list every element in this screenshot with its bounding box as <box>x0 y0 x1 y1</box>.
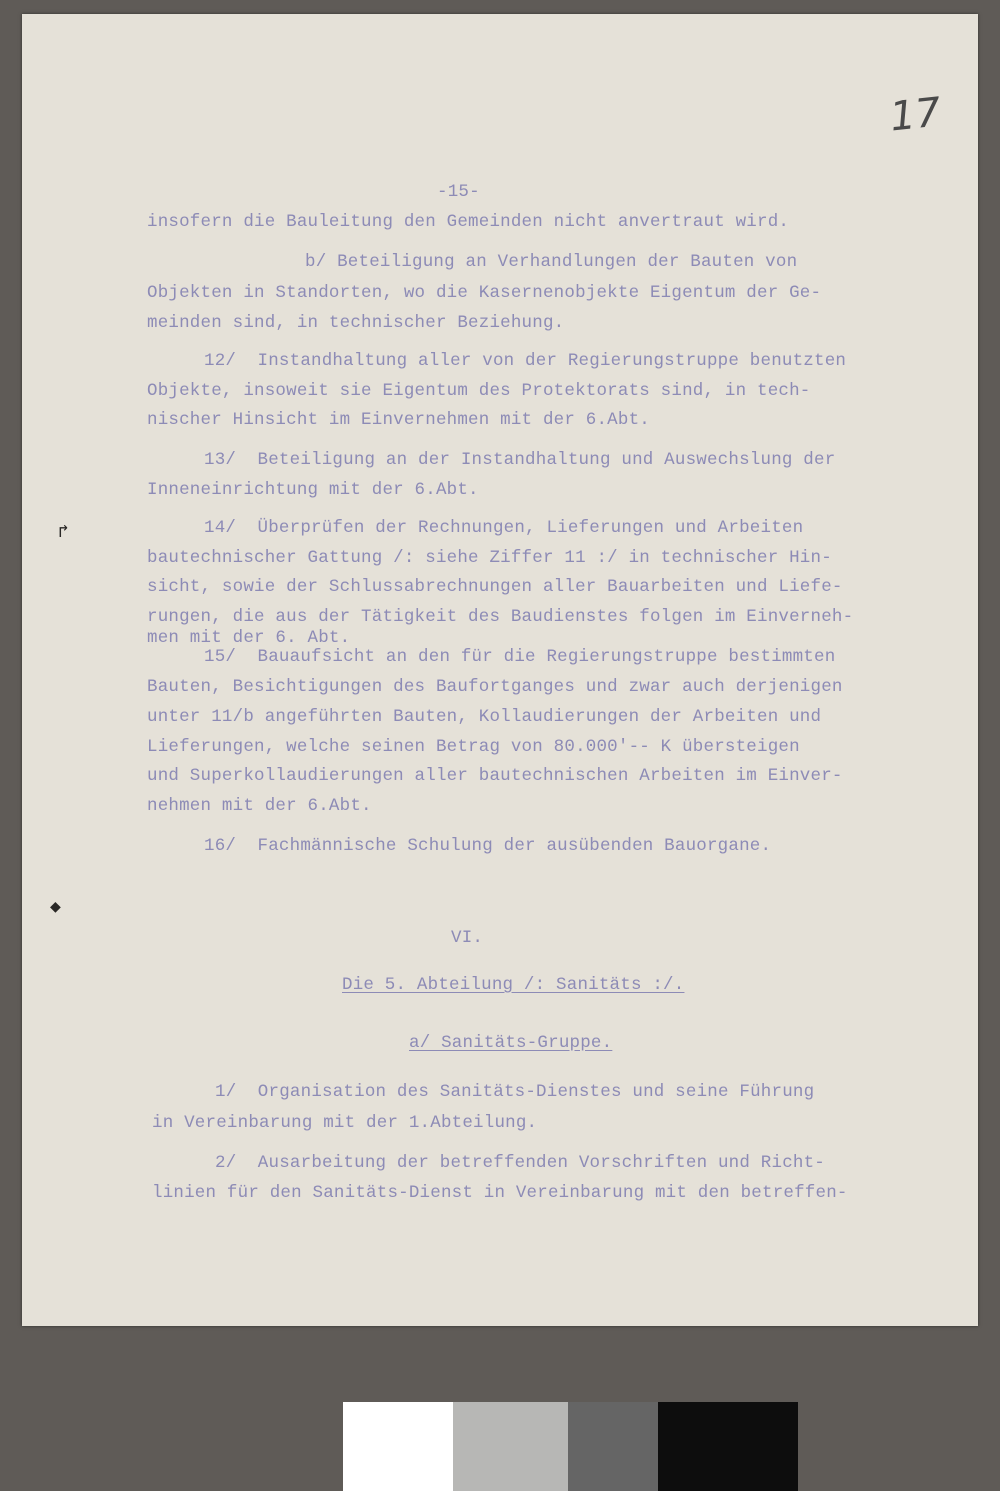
text-line: unter 11/b angeführten Bauten, Kollaudierungen der Arbeiten und <box>147 707 822 727</box>
folio-number: 17 <box>887 89 944 141</box>
text-line: Objekten in Standorten, wo die Kasernenobjekte Eigentum der Ge- <box>147 283 822 303</box>
text-line: 16/ Fachmännische Schulung der ausübenden Bauorgane. <box>204 836 772 856</box>
text-line: nehmen mit der 6.Abt. <box>147 796 372 816</box>
text-line: Bauten, Besichtigungen des Baufortganges und zwar auch derjenigen <box>147 677 843 697</box>
text-line: und Superkollaudierungen aller bautechnischen Arbeiten im Einver- <box>147 766 843 786</box>
text-line: Lieferungen, welche seinen Betrag von 80.000'-- K übersteigen <box>147 737 800 757</box>
text-line: 2/ Ausarbeitung der betreffenden Vorschriften und Richt- <box>215 1153 825 1173</box>
calibration-patch-white <box>343 1402 453 1491</box>
text-line: 1/ Organisation des Sanitäts-Dienstes und seine Führung <box>215 1082 815 1102</box>
calibration-patch-black <box>658 1402 798 1491</box>
margin-mark-icon: ◆ <box>50 898 61 918</box>
text-line: Objekte, insoweit sie Eigentum des Protektorats sind, in tech- <box>147 381 811 401</box>
text-line: in Vereinbarung mit der 1.Abteilung. <box>152 1113 538 1133</box>
text-line: insofern die Bauleitung den Gemeinden nicht anvertraut wird. <box>147 212 790 232</box>
text-line: meinden sind, in technischer Beziehung. <box>147 313 565 333</box>
text-line: sicht, sowie der Schlussabrechnungen aller Bauarbeiten und Liefe- <box>147 577 843 597</box>
margin-mark-icon: ↱ <box>58 523 69 543</box>
section-number: VI. <box>451 928 484 948</box>
text-line: nischer Hinsicht im Einvernehmen mit der 6.Abt. <box>147 410 650 430</box>
text-line: men mit der 6. Abt. <box>147 628 351 648</box>
section-heading: Die 5. Abteilung /: Sanitäts :/. <box>342 975 685 995</box>
text-line: rungen, die aus der Tätigkeit des Baudienstes folgen im Einverneh- <box>147 607 854 627</box>
page-number: -15- <box>437 182 480 202</box>
text-line: 13/ Beteiligung an der Instandhaltung und Auswechslung der <box>204 450 836 470</box>
subsection-heading: a/ Sanitäts-Gruppe. <box>409 1033 613 1053</box>
text-line: b/ Beteiligung an Verhandlungen der Bauten von <box>305 252 798 272</box>
text-line: 15/ Bauaufsicht an den für die Regierungstruppe bestimmten <box>204 647 836 667</box>
text-line: 14/ Überprüfen der Rechnungen, Lieferungen und Arbeiten <box>204 518 804 538</box>
text-line: Inneneinrichtung mit der 6.Abt. <box>147 480 479 500</box>
calibration-patch-gray <box>453 1402 568 1491</box>
calibration-patch-dark <box>568 1402 658 1491</box>
text-line: 12/ Instandhaltung aller von der Regierungstruppe benutzten <box>204 351 847 371</box>
text-line: linien für den Sanitäts-Dienst in Vereinbarung mit den betreffen- <box>152 1183 848 1203</box>
text-line: bautechnischer Gattung /: siehe Ziffer 11 :/ in technischer Hin- <box>147 548 832 568</box>
